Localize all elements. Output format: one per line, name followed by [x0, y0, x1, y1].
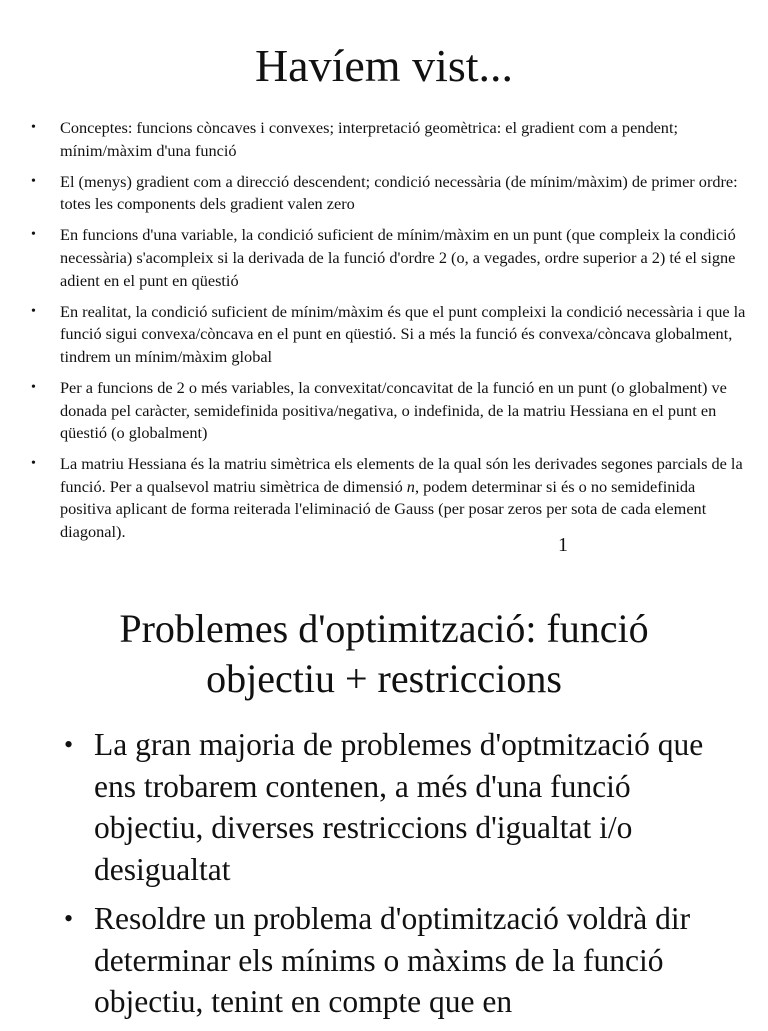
- bullet-icon: •: [31, 173, 36, 189]
- title-line-2: objectiu + restriccions: [206, 656, 562, 701]
- slide-1-bullet-list: [0, 117, 768, 552]
- page-number: 1: [558, 534, 568, 556]
- bullet-item-2: [0, 171, 768, 216]
- italic-variable: n: [406, 476, 415, 496]
- bullet-item-1: [0, 724, 768, 890]
- slide-1-title: Havíem vist...: [254, 40, 514, 91]
- bullet-text-part: , podem determinar si és o no semidefinida positiva aplicant de forma reiterada l'eliminació de Gauss (per posar zeros per sota de cada element diagonal).: [60, 476, 707, 541]
- slide-2-title: [0, 604, 768, 704]
- bullet-item-5: [0, 377, 768, 445]
- bullet-text: El (menys) gradient com a direcció descendent; condició necessària (de mínim/màxim) de primer ordre: totes les components dels gradient valen zero: [60, 171, 738, 214]
- bullet-icon: •: [31, 227, 36, 243]
- bullet-text: En realitat, la condició suficient de mínim/màxim és que el punt compleixi la condició necessària i que la funció sigui convexa/còncava en el punt en qüestió. Si a més la funció és convexa/còncava globalment, tindrem un mínim/màxim global: [60, 301, 746, 366]
- bullet-text: Conceptes: funcions còncaves i convexes; interpretació geomètrica: el gradient com a pendent; mínim/màxim d'una funció: [60, 118, 678, 160]
- bullet-item-2: [0, 898, 768, 1023]
- bullet-item-3: [0, 224, 768, 292]
- bullet-icon: •: [31, 379, 36, 395]
- bullet-text: [60, 454, 743, 541]
- bullet-icon: •: [64, 730, 74, 759]
- bullet-text: La gran majoria de problemes d'optmització que ens trobarem contenen, a més d'una funció objectiu, diverses restriccions d'igualtat i/o desigualtat: [94, 727, 704, 887]
- bullet-item-6: [0, 453, 768, 543]
- bullet-icon: •: [64, 904, 74, 933]
- bullet-text: En funcions d'una variable, la condició suficient de mínim/màxim en un punt (que compleix la condició necessària) s'acompleix si la derivada de la funció d'ordre 2 (o, a vegades, ordre superior a 2) té el signe adient en el punt en qüestió: [60, 225, 736, 290]
- bullet-text: Resoldre un problema d'optimització voldrà dir determinar els mínims o màxims de la funció objectiu, tenint en compte que en: [94, 901, 691, 1019]
- slide-2: [0, 572, 768, 1024]
- bullet-icon: •: [31, 456, 36, 472]
- bullet-icon: •: [31, 303, 36, 319]
- bullet-item-4: [0, 301, 768, 369]
- bullet-text-part: La matriu Hessiana és la matriu simètrica els elements de la qual són les derivades segones parcials de la funció. Per a qualsevol matriu simètrica de dimensió: [60, 454, 743, 496]
- bullet-item-1: [0, 117, 768, 162]
- title-line-1: Problemes d'optimització: funció: [119, 606, 649, 651]
- bullet-icon: •: [31, 120, 36, 135]
- slide-2-bullet-list: [0, 724, 768, 1031]
- bullet-text: Per a funcions de 2 o més variables, la convexitat/concavitat de la funció en un punt (o globalment) ve donada pel caràcter, semidefinida positiva/negativa, o indefinida, de la matriu Hessiana en el punt en qüestió (o globalment): [60, 377, 727, 443]
